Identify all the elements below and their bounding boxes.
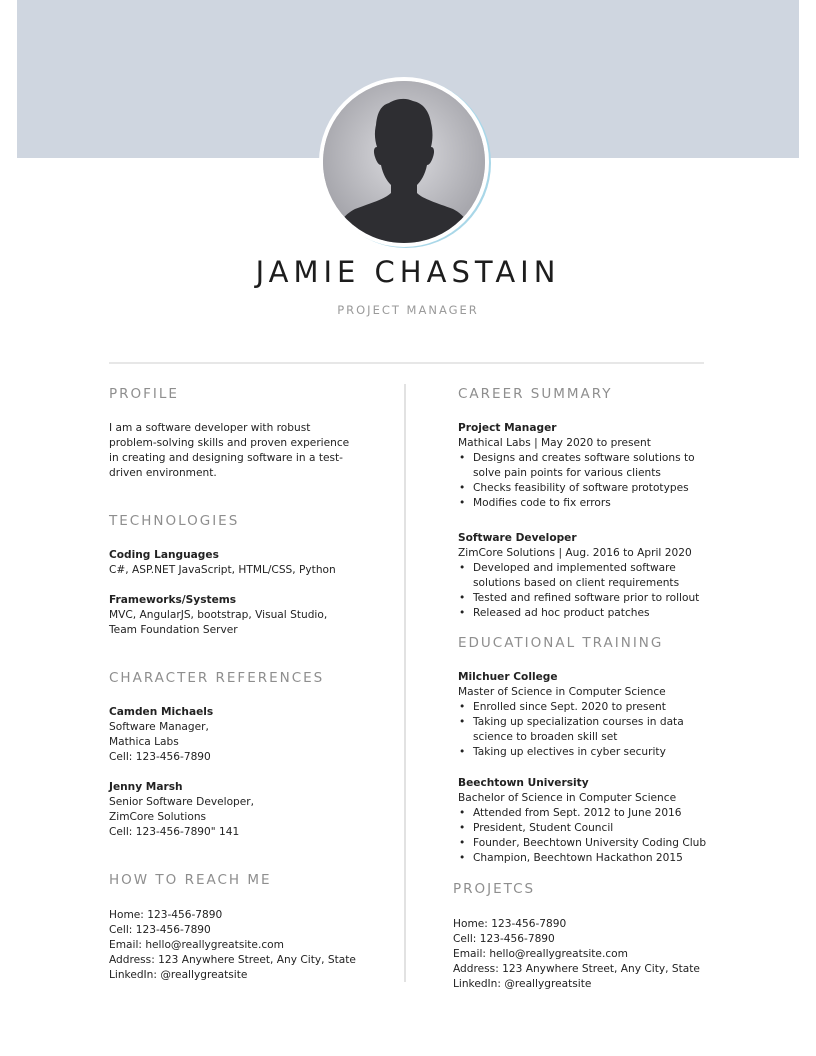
career-job-project-manager (458, 421, 708, 512)
header-divider (109, 362, 704, 364)
reference-line: Software Manager, (109, 721, 209, 734)
technologies-coding (109, 548, 399, 578)
career-heading: CAREER SUMMARY (458, 386, 613, 402)
profile-line: problem-solving skills and proven experience (109, 437, 350, 450)
profile-text (109, 421, 399, 481)
candidate-title: PROJECT MANAGER (337, 303, 479, 317)
reference-camden (109, 705, 399, 765)
reach-linkedin: LinkedIn: @reallygreatsite (109, 969, 248, 982)
school-bullet: • Attended from Sept. 2012 to June 2016 (458, 806, 708, 821)
references-heading: CHARACTER REFERENCES (109, 670, 325, 686)
job-meta: Mathical Labs | May 2020 to present (458, 437, 651, 450)
job-bullets (458, 451, 708, 511)
job-bullet: • Checks feasibility of software prototypes (458, 481, 708, 496)
reference-line: ZimCore Solutions (109, 811, 207, 824)
reference-line: Cell: 123-456-7890" 141 (109, 826, 240, 839)
projects-email: Email: hello@reallygreatsite.com (453, 948, 628, 961)
school-bullets (458, 806, 708, 866)
column-divider (404, 384, 406, 982)
profile-photo (323, 81, 485, 243)
reference-name: Camden Michaels (109, 706, 214, 718)
tech-group-line: C#, ASP.NET JavaScript, HTML/CSS, Python (109, 564, 336, 577)
reference-jenny (109, 780, 399, 840)
reference-name: Jenny Marsh (109, 781, 183, 793)
school-name: Milchuer College (458, 671, 558, 683)
education-beechtown (458, 776, 708, 867)
tech-group-line: MVC, AngularJS, bootstrap, Visual Studio, (109, 609, 328, 622)
reference-line: Mathica Labs (109, 736, 179, 749)
tech-group-title: Frameworks/Systems (109, 594, 237, 606)
school-bullets (458, 700, 708, 760)
education-milchuer (458, 670, 708, 761)
school-bullet: • President, Student Council (458, 821, 708, 836)
job-bullet: • Released ad hoc product patches (458, 606, 708, 621)
school-bullet: • Taking up electives in cyber security (458, 745, 708, 760)
user-silhouette-icon (323, 81, 485, 243)
job-title: Project Manager (458, 422, 557, 434)
career-job-software-developer (458, 531, 708, 622)
job-title: Software Developer (458, 532, 577, 544)
projects-details (453, 917, 713, 992)
job-bullet: • Developed and implemented software solutions based on client requirements (458, 561, 708, 591)
reach-home: Home: 123-456-7890 (109, 909, 223, 921)
projects-home: Home: 123-456-7890 (453, 918, 567, 930)
projects-address: Address: 123 Anywhere Street, Any City, State (453, 963, 700, 976)
projects-cell: Cell: 123-456-7890 (453, 933, 555, 946)
education-heading: EDUCATIONAL TRAINING (458, 635, 664, 651)
profile-line: I am a software developer with robust (109, 422, 311, 434)
technologies-heading: TECHNOLOGIES (109, 513, 240, 529)
profile-heading: PROFILE (109, 386, 179, 402)
profile-line: driven environment. (109, 467, 217, 480)
job-bullets (458, 561, 708, 621)
reach-cell: Cell: 123-456-7890 (109, 924, 211, 937)
reach-details (109, 908, 399, 983)
school-degree: Bachelor of Science in Computer Science (458, 792, 677, 805)
job-bullet: • Designs and creates software solutions to solve pain points for various clients (458, 451, 708, 481)
job-bullet: • Tested and refined software prior to rollout (458, 591, 708, 606)
school-bullet: • Enrolled since Sept. 2020 to present (458, 700, 708, 715)
technologies-frameworks (109, 593, 399, 638)
reach-email: Email: hello@reallygreatsite.com (109, 939, 284, 952)
tech-group-title: Coding Languages (109, 549, 219, 561)
school-bullet: • Founder, Beechtown University Coding Club (458, 836, 708, 851)
profile-line: in creating and designing software in a test- (109, 452, 343, 465)
job-bullet: • Modifies code to fix errors (458, 496, 708, 511)
job-meta: ZimCore Solutions | Aug. 2016 to April 2020 (458, 547, 692, 560)
school-bullet: • Champion, Beechtown Hackathon 2015 (458, 851, 708, 866)
reference-line: Senior Software Developer, (109, 796, 255, 809)
tech-group-line: Team Foundation Server (109, 624, 238, 637)
reach-address: Address: 123 Anywhere Street, Any City, State (109, 954, 356, 967)
school-degree: Master of Science in Computer Science (458, 686, 666, 699)
school-bullet: • Taking up specialization courses in data science to broaden skill set (458, 715, 708, 745)
projects-linkedin: LinkedIn: @reallygreatsite (453, 978, 592, 991)
reference-line: Cell: 123-456-7890 (109, 751, 211, 764)
candidate-name: JAMIE CHASTAIN (255, 255, 561, 289)
school-name: Beechtown University (458, 777, 589, 789)
reach-heading: HOW TO REACH ME (109, 872, 272, 888)
projects-heading: PROJETCS (453, 881, 536, 897)
